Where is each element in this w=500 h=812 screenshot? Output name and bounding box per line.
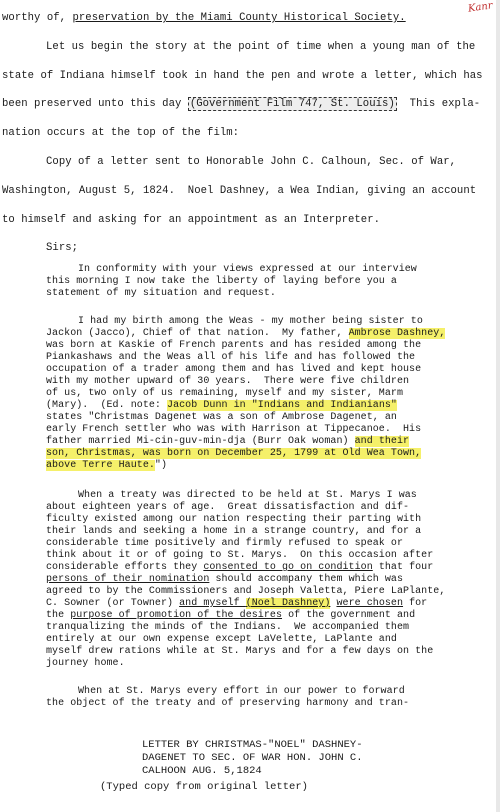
para2-line-6: with my mother upward of 30 years. There were five children <box>46 376 410 387</box>
para1-line-2: this morning I now take the liberty of laying before you a <box>46 276 397 287</box>
caption-line-2: DAGENET TO SEC. OF WAR HON. JOHN C. <box>142 752 363 764</box>
para2-line-3: was born at Kaskie of French parents and has resided among the <box>46 340 422 351</box>
para3-line-13: entirely at our own expense except LaVelette, LaPlante and <box>46 634 397 645</box>
intro-line-2: Let us begin the story at the point of time when a young man of the <box>46 41 476 53</box>
intro-line-1: worthy of, preservation by the Miami County Historical Society. <box>2 12 406 24</box>
para3-line-12: tranqualizing the minds of the Indians. We accompanied them <box>46 622 410 633</box>
para2-line-2: Jackon (Jacco), Chief of that nation. My father, Ambrose Dashney, <box>46 328 446 339</box>
para3-line-8: persons of their nomination should accompany them which was <box>46 574 404 585</box>
para2-line-5: occupation of a trader among them and has lived and kept house <box>46 364 422 375</box>
caption-line-1: LETTER BY CHRISTMAS-"NOEL" DASHNEY- <box>142 739 363 751</box>
salutation: Sirs; <box>46 242 79 254</box>
film-reference: (Government Film 747, St. Louis) <box>189 98 395 110</box>
para3-line-4: their lands and seeking a home in a strange country, and for a <box>46 526 422 537</box>
para3-line-3: ficulty existed among our nation respecting their parting with <box>46 514 422 525</box>
intro-line-6: Copy of a letter sent to Honorable John C. Calhoun, Sec. of War, <box>46 156 457 168</box>
intro-line-4: been preserved unto this day (Government Film 747, St. Louis) This expla- <box>2 98 481 110</box>
para1-line-3: statement of my situation and request. <box>46 288 276 299</box>
para3-line-15: journey home. <box>46 658 125 669</box>
para3-line-5: considerable time positively and firmly refused to speak or <box>46 538 404 549</box>
highlight-jacob-dunn: Jacob Dunn in "Indians and Indianians" <box>167 400 397 411</box>
para1-line-1: In conformity with your views expressed at our interview <box>78 264 417 275</box>
para2-line-11: father married Mi-cin-guv-min-dja (Burr Oak woman) and their <box>46 436 410 447</box>
para2-line-1: I had my birth among the Weas - my mother being sister to <box>78 316 423 327</box>
para4-line-2: the object of the treaty and of preserving harmony and tran- <box>46 698 410 709</box>
para2-line-13: above Terre Haute.") <box>46 460 168 471</box>
handwritten-note: Kanr <box>467 0 494 15</box>
intro-line-7: Washington, August 5, 1824. Noel Dashney, a Wea Indian, giving an account <box>2 185 477 197</box>
para3-line-6: think about it or of going to St. Marys. On this occasion after <box>46 550 434 561</box>
page-edge <box>496 0 500 812</box>
highlight-ambrose: Ambrose Dashney, <box>348 328 446 339</box>
para3-line-9: agreed to by the Commissioners and Joseph Valetta, Piere LaPlante, <box>46 586 446 597</box>
para3-line-7: considerable efforts they consented to go on condition that four <box>46 562 434 573</box>
para2-line-7: of us, two only of us remaining, myself and my sister, Marm <box>46 388 404 399</box>
intro-line-8: to himself and asking for an appointment as an Interpreter. <box>2 214 381 226</box>
para2-line-4: Piankashaws and the Weas all of his life and has followed the <box>46 352 416 363</box>
para2-line-8: (Mary). (Ed. note: Jacob Dunn in "Indians and Indianians" <box>46 400 397 411</box>
caption-line-4: (Typed copy from original letter) <box>100 781 308 793</box>
para2-line-10: early French settler who was with Harrison at Tippecanoe. His <box>46 424 422 435</box>
para2-line-12 <box>46 449 421 459</box>
para3-line-1: When a treaty was directed to be held at St. Marys I was <box>78 490 417 501</box>
intro-line-5: nation occurs at the top of the film: <box>2 127 240 139</box>
para2-line-9: states "Christmas Dagenet was a son of Ambrose Dagenet, an <box>46 412 397 423</box>
intro-line-3: state of Indiana himself took in hand the pen and wrote a letter, which has <box>2 70 483 82</box>
highlight-noel: (Noel Dashney) <box>245 598 331 609</box>
para3-line-11: the purpose of promotion of the desires of the government and <box>46 610 416 621</box>
caption-line-3: CALHOON AUG. 5,1824 <box>142 765 262 777</box>
para3-line-10: C. Sowner (or Towner) and myself (Noel Dashney) were chosen for <box>46 598 428 609</box>
para3-line-2: about eighteen years of age. Great dissatisfaction and dif- <box>46 502 410 513</box>
highlight-birth: son, Christmas, was born on December 25, 1799 at Old Wea Town, <box>46 448 422 459</box>
para3-line-14: myself drew rations while at St. Marys and for a few days on the <box>46 646 434 657</box>
para4-line-1: When at St. Marys every effort in our power to forward <box>78 686 405 697</box>
